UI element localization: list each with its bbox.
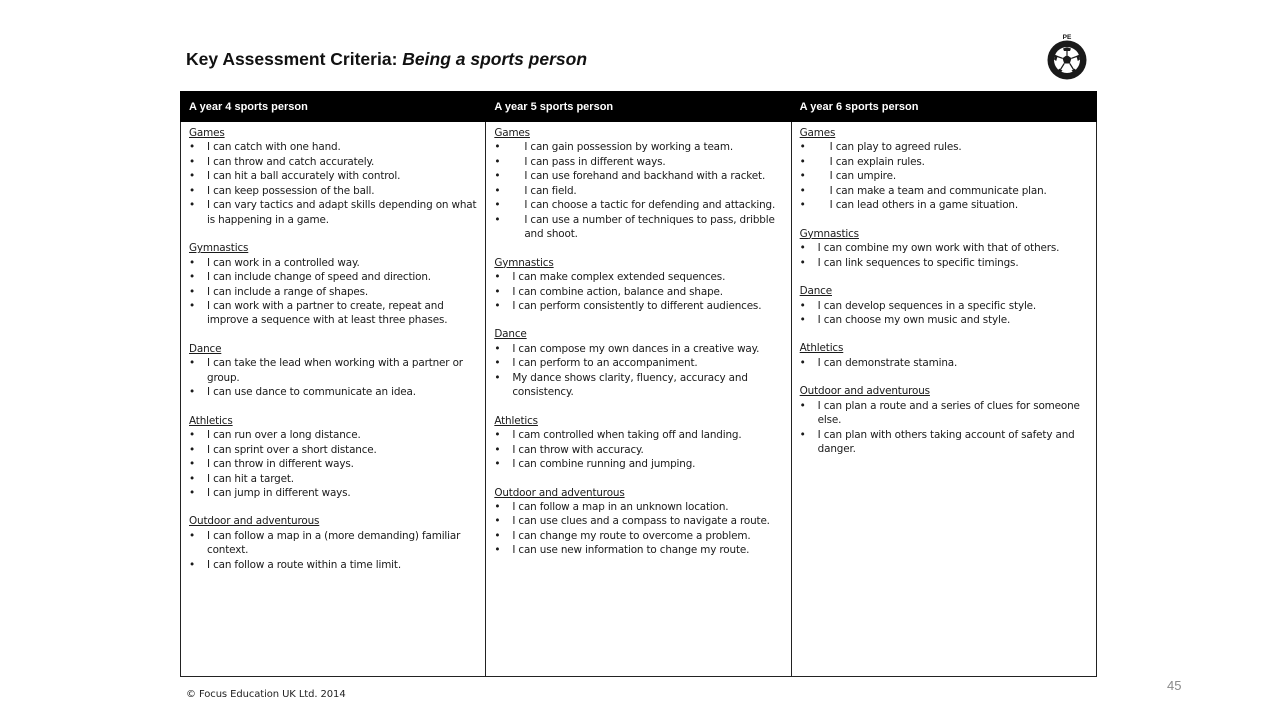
criteria-item: • I can plan a route and a series of clues for someone else.	[800, 399, 1090, 428]
criteria-item: • I can pass in different ways.	[494, 155, 784, 169]
criteria-item: • I can throw in different ways.	[189, 457, 479, 471]
criteria-item: • I can field.	[494, 184, 784, 198]
criteria-item: • I can include change of speed and direction.	[189, 270, 479, 284]
criteria-list	[800, 241, 1090, 270]
criteria-item: • I can change my route to overcome a problem.	[494, 529, 784, 543]
criteria-item: • I can work with a partner to create, repeat and improve a sequence with at least three phases.	[189, 299, 479, 328]
criteria-section	[494, 126, 784, 242]
section-heading: Gymnastics	[494, 256, 554, 269]
criteria-item: • I can demonstrate stamina.	[800, 356, 1090, 370]
criteria-item: • I can develop sequences in a specific style.	[800, 299, 1090, 313]
header-year6: A year 6 sports person	[791, 92, 1096, 122]
criteria-item: • I can make a team and communicate plan.	[800, 184, 1090, 198]
criteria-list	[494, 140, 784, 241]
criteria-item: • I can sprint over a short distance.	[189, 443, 479, 457]
header-year5: A year 5 sports person	[486, 92, 791, 122]
page-number: 45	[1167, 678, 1182, 693]
criteria-section	[189, 414, 479, 501]
criteria-item: • I can keep possession of the ball.	[189, 184, 479, 198]
criteria-list	[189, 529, 479, 572]
section-heading: Games	[799, 127, 836, 139]
year4-criteria-cell	[181, 122, 486, 677]
copyright-notice: © Focus Education UK Ltd. 2014	[186, 689, 346, 700]
criteria-item: • I can follow a map in an unknown location.	[494, 500, 784, 514]
criteria-list	[800, 356, 1090, 370]
criteria-item: • I can lead others in a game situation.	[800, 198, 1090, 212]
criteria-item: • I can choose my own music and style.	[800, 313, 1090, 327]
criteria-item: • I can combine action, balance and shape.	[494, 285, 784, 299]
assessment-table	[180, 91, 1097, 677]
section-heading: Gymnastics	[799, 227, 859, 240]
criteria-item: • My dance shows clarity, fluency, accuracy and consistency.	[494, 371, 784, 400]
criteria-section	[494, 486, 784, 558]
criteria-item: • I can use clues and a compass to navigate a route.	[494, 514, 784, 528]
criteria-item: • I can make complex extended sequences.	[494, 270, 784, 284]
page-title	[186, 49, 587, 70]
criteria-item: • I can jump in different ways.	[189, 486, 479, 500]
criteria-item: • I can take the lead when working with a partner or group.	[189, 356, 479, 385]
criteria-item: • I can include a range of shapes.	[189, 285, 479, 299]
criteria-item: • I can follow a map in a (more demanding) familiar context.	[189, 529, 479, 558]
section-heading: Games	[494, 127, 530, 139]
criteria-list	[494, 342, 784, 400]
criteria-section	[800, 227, 1090, 270]
criteria-section	[494, 327, 784, 399]
criteria-section	[800, 341, 1090, 370]
section-heading: Athletics	[189, 414, 233, 427]
criteria-list	[800, 140, 1090, 212]
criteria-item: • I can plan with others taking account of safety and danger.	[800, 428, 1090, 457]
criteria-list	[800, 299, 1090, 328]
criteria-list	[494, 270, 784, 313]
criteria-item: • I can play to agreed rules.	[800, 140, 1090, 154]
criteria-list	[189, 140, 479, 227]
criteria-item: • I can run over a long distance.	[189, 428, 479, 442]
criteria-item: • I can use dance to communicate an idea.	[189, 385, 479, 399]
criteria-section	[800, 126, 1090, 213]
section-heading: Athletics	[494, 414, 538, 427]
criteria-section	[494, 256, 784, 314]
criteria-list	[189, 428, 479, 500]
criteria-item: • I can use forehand and backhand with a racket.	[494, 169, 784, 183]
section-heading: Dance	[494, 328, 527, 341]
criteria-section	[189, 342, 479, 400]
criteria-item: • I can combine running and jumping.	[494, 457, 784, 471]
criteria-item: • I can hit a ball accurately with control.	[189, 169, 479, 183]
criteria-section	[189, 514, 479, 572]
year5-criteria-cell	[486, 122, 791, 677]
criteria-item: • I can use a number of techniques to pass, dribble and shoot.	[494, 213, 784, 242]
criteria-item: • I can work in a controlled way.	[189, 256, 479, 270]
table-header-row	[181, 92, 1097, 122]
header-year4: A year 4 sports person	[181, 92, 486, 122]
section-heading: Games	[189, 127, 225, 139]
section-heading: Athletics	[799, 342, 844, 355]
criteria-item: • I can choose a tactic for defending and attacking.	[494, 198, 784, 212]
criteria-item: • I can vary tactics and adapt skills depending on what is happening in a game.	[189, 198, 479, 227]
section-heading: Gymnastics	[189, 242, 249, 255]
year6-criteria-cell	[791, 122, 1096, 677]
criteria-list	[189, 256, 479, 328]
criteria-section	[494, 414, 784, 472]
criteria-item: • I can throw and catch accurately.	[189, 155, 479, 169]
criteria-section	[189, 241, 479, 328]
criteria-item: • I can umpire.	[800, 169, 1090, 183]
criteria-item: • I can perform consistently to different audiences.	[494, 299, 784, 313]
criteria-item: • I can explain rules.	[800, 155, 1090, 169]
criteria-item: • I can compose my own dances in a creative way.	[494, 342, 784, 356]
pe-logo-label: PE	[1062, 34, 1072, 41]
section-heading: Dance	[799, 285, 832, 298]
criteria-item: • I can use new information to change my route.	[494, 543, 784, 557]
criteria-section	[800, 284, 1090, 327]
title-main: Key Assessment Criteria:	[186, 49, 403, 69]
table-body-row	[181, 122, 1097, 677]
criteria-item: • I can combine my own work with that of others.	[800, 241, 1090, 255]
criteria-item: • I can gain possession by working a team.	[494, 140, 784, 154]
title-subtitle: Being a sports person	[402, 49, 588, 69]
criteria-item: • I can throw with accuracy.	[494, 443, 784, 457]
criteria-section	[189, 126, 479, 227]
criteria-item: • I can link sequences to specific timings.	[800, 256, 1090, 270]
criteria-list	[494, 500, 784, 558]
criteria-item: • I cam controlled when taking off and landing.	[494, 428, 784, 442]
pe-football-icon	[1046, 32, 1088, 80]
criteria-list	[800, 399, 1090, 457]
section-heading: Outdoor and adventurous	[799, 385, 930, 398]
section-heading: Dance	[189, 342, 222, 355]
criteria-list	[189, 356, 479, 399]
criteria-item: • I can catch with one hand.	[189, 140, 479, 154]
criteria-list	[494, 428, 784, 471]
criteria-section	[800, 384, 1090, 456]
section-heading: Outdoor and adventurous	[494, 486, 625, 499]
criteria-item: • I can hit a target.	[189, 472, 479, 486]
criteria-item: • I can perform to an accompaniment.	[494, 356, 784, 370]
criteria-item: • I can follow a route within a time limit.	[189, 558, 479, 572]
section-heading: Outdoor and adventurous	[189, 515, 320, 528]
